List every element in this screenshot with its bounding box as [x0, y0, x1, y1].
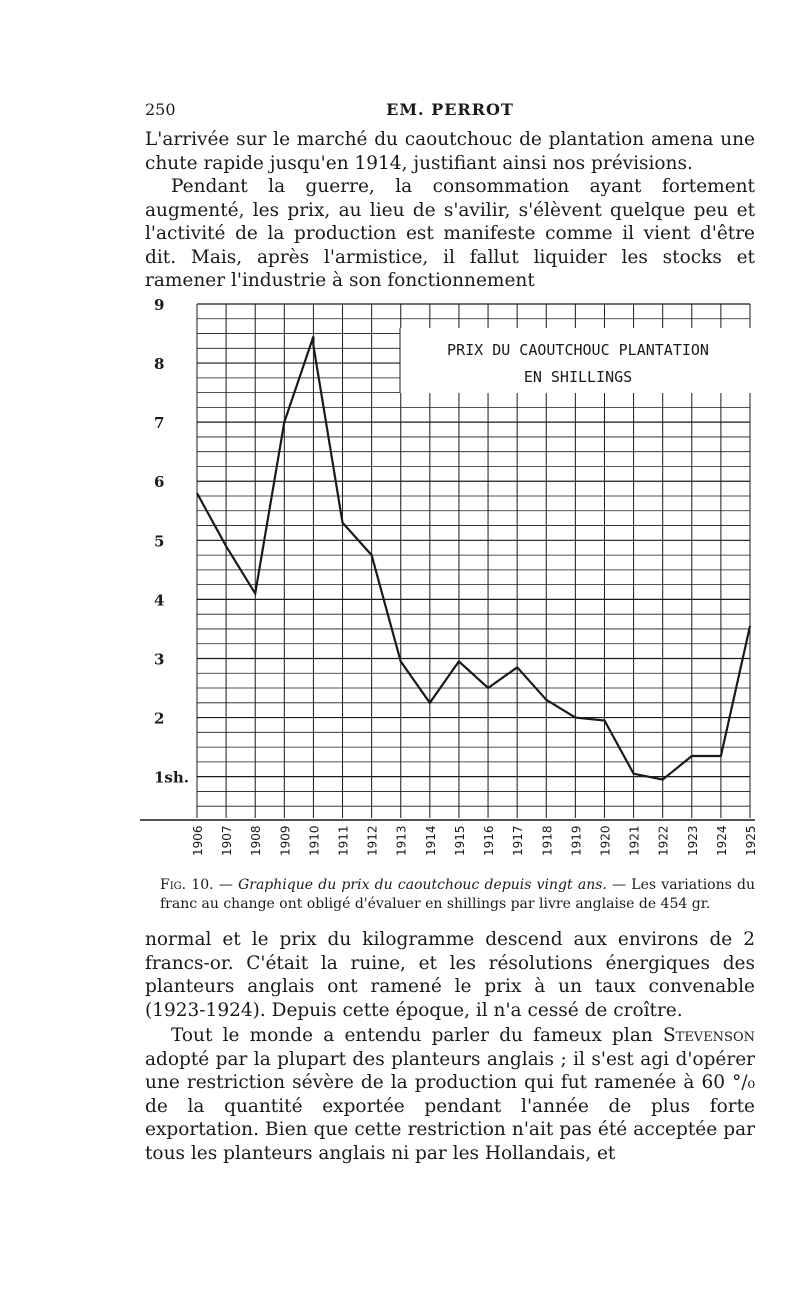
x-tick-label: 1910: [307, 825, 322, 856]
paragraph-stevenson: [145, 1024, 755, 1165]
x-tick-label: 1911: [336, 825, 351, 856]
y-tick-label: 2: [154, 709, 165, 728]
x-tick-label: 1924: [714, 825, 729, 856]
y-tick-label: 6: [154, 473, 165, 492]
paragraph-intro: [145, 128, 755, 293]
price-chart: [140, 288, 760, 863]
caption-title: Graphique du prix du caoutchouc depuis vingt ans.: [238, 877, 607, 893]
x-tick-label: 1925: [744, 825, 758, 856]
paragraph-line: Pendant la guerre, la consommation ayant fortement augmenté, les prix, au lieu de s'avilir, s'élèvent quelque peu et l'activité de la production est manifeste comme il vient d'être dit. Mais, après l'armistice, il fallut liquider les stocks et ramener l'industrie à son fonctionnement: [145, 176, 755, 291]
page-number: 250: [145, 100, 176, 119]
chart-title-line2: EN SHILLINGS: [523, 368, 633, 386]
x-tick-label: 1923: [685, 825, 700, 856]
paragraph-line: L'arrivée sur le marché du caoutchouc de plantation amena une chute rapide jusqu'en 1914, justifiant ainsi nos prévisions.: [145, 129, 755, 174]
x-tick-label: 1906: [191, 825, 205, 856]
x-tick-label: 1920: [598, 825, 613, 856]
y-tick-label: 4: [154, 591, 165, 610]
stevenson-name: Stevenson: [662, 1025, 755, 1046]
x-tick-label: 1913: [394, 825, 409, 856]
y-tick-label: 1sh.: [154, 768, 190, 787]
x-tick-label: 1921: [627, 825, 642, 856]
page-header: [145, 100, 755, 124]
x-tick-label: 1922: [656, 825, 671, 856]
x-tick-label: 1914: [423, 825, 438, 856]
chart-title-line1: PRIX DU CAOUTCHOUC PLANTATION: [447, 341, 709, 359]
y-tick-label: 3: [154, 650, 165, 669]
caption-label: Fig. 10. —: [160, 877, 233, 893]
x-tick-label: 1909: [278, 825, 293, 856]
figure-caption: [160, 876, 755, 914]
x-tick-label: 1908: [249, 825, 264, 856]
x-tick-label: 1915: [452, 825, 467, 856]
paragraph-text: adopté par la plupart des planteurs anglais ; il s'est agi d'opérer une restriction sévère de la production qui fut ramenée à 60 °/₀ de la quantité exportée pendant l'année de plus forte exportation. Bien que cette restriction n'ait pas été acceptée par tous les planteurs anglais ni par les Hollandais, et: [145, 1048, 755, 1164]
x-tick-label: 1907: [220, 825, 235, 856]
running-head: EM. PERROT: [386, 100, 514, 119]
x-tick-label: 1916: [482, 825, 497, 856]
y-tick-label: 7: [154, 414, 165, 433]
x-tick-label: 1919: [569, 825, 584, 856]
paragraph-text: Tout le monde a entendu parler du fameux plan: [171, 1025, 663, 1046]
y-tick-label: 5: [154, 532, 165, 551]
x-tick-label: 1912: [365, 825, 380, 856]
x-tick-label: 1918: [540, 825, 555, 856]
y-tick-label: 8: [154, 355, 165, 374]
x-tick-label: 1917: [511, 825, 526, 856]
x-axis-labels: [191, 825, 758, 856]
price-series-line: [197, 337, 750, 780]
y-axis-labels: [154, 296, 189, 787]
y-tick-label: 9: [154, 296, 165, 314]
paragraph-after-figure: normal et le prix du kilogramme descend aux environs de 2 francs-or. C'était la ruine, et les résolutions énergiques des planteurs anglais ont ramené le prix à un taux convenable (1923-1924). Depuis cette époque, il n'a cessé de croître.: [145, 929, 755, 1021]
caption-text: — Les variations du franc au change ont obligé d'évaluer en shillings par livre anglaise de 454 gr.: [160, 877, 756, 912]
